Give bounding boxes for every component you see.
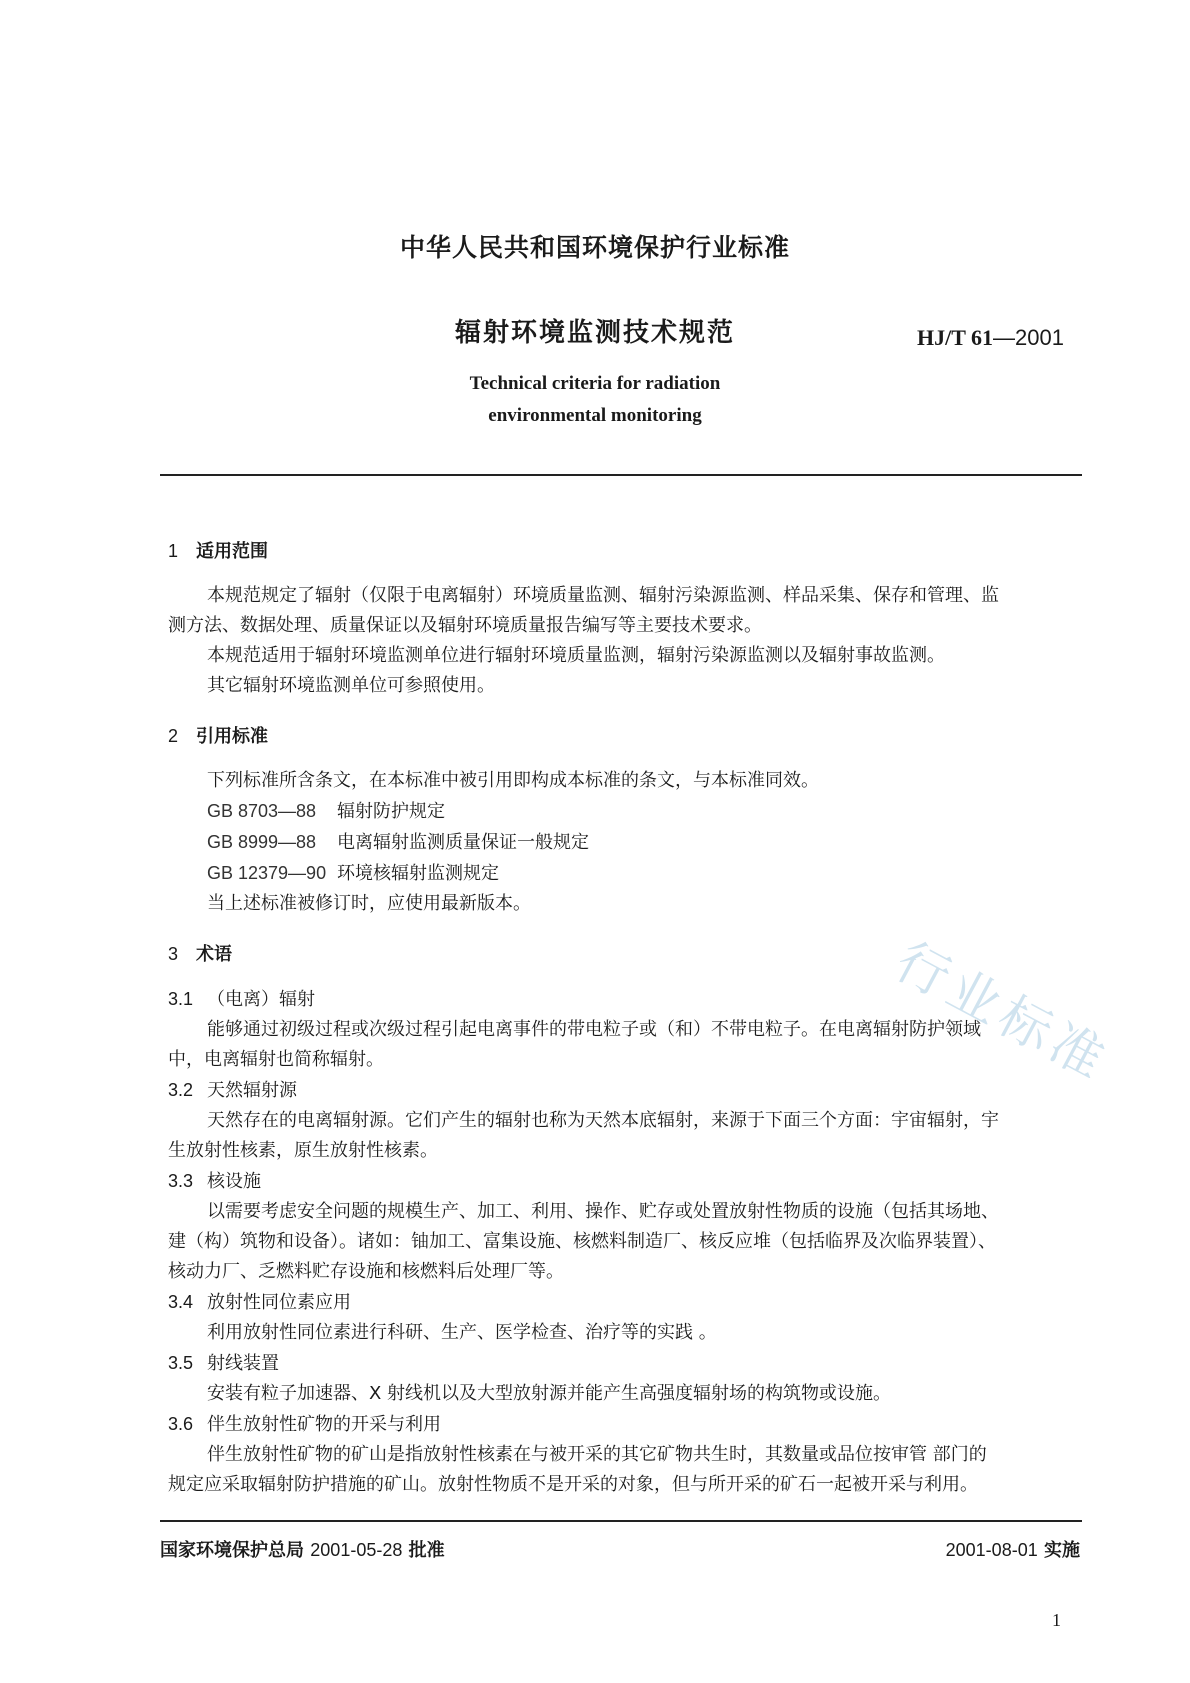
reference-item: [168, 796, 1080, 827]
section-number: 1: [168, 541, 179, 561]
term-number: 3.2: [168, 1080, 194, 1100]
code-prefix: HJ/T 61: [917, 325, 994, 350]
section-title: 适用范围: [196, 541, 268, 562]
page-number: 1: [1052, 1610, 1061, 1630]
section-1-heading: [168, 536, 1080, 567]
effective-label: 实施: [1044, 1540, 1080, 1561]
bottom-divider: [160, 1520, 1082, 1522]
effective-line: [946, 1536, 1080, 1562]
reference-name: 电离辐射监测质量保证一般规定: [337, 832, 589, 853]
term-heading: [168, 1075, 1080, 1106]
approve-label: 批准: [408, 1540, 445, 1561]
paragraph: 本规范规定了辐射（仅限于电离辐射）环境质量监测、辐射污染源监测、样品采集、保存和管理、监: [207, 585, 999, 606]
term-heading: [168, 1348, 1080, 1379]
paragraph: 其它辐射环境监测单位可参照使用。: [207, 675, 495, 696]
term-definition-continued: 中，电离辐射也简称辐射。: [168, 1049, 384, 1070]
term-heading: [168, 1166, 1080, 1197]
term-name: （电离）辐射: [207, 989, 315, 1010]
term-definition-continued: 规定应采取辐射防护措施的矿山。放射性物质不是开采的对象，但与所开采的矿石一起被开采与利用。: [168, 1474, 978, 1495]
term-definition-continued: 建（构）筑物和设备）。诸如：铀加工、富集设施、核燃料制造厂、核反应堆（包括临界及次临界装置）、: [168, 1231, 996, 1252]
section-number: 3: [168, 944, 179, 964]
document-title: 辐射环境监测技术规范: [454, 318, 735, 348]
term-number: 3.5: [168, 1353, 194, 1373]
term-definition: 能够通过初级过程或次级过程引起电离事件的带电粒子或（和）不带电粒子。在电离辐射防护领域: [207, 1019, 981, 1040]
document-code: [917, 325, 1064, 351]
term-definition-continued: 核动力厂、乏燃料贮存设施和核燃料后处理厂等。: [168, 1261, 564, 1282]
term-name: 射线装置: [207, 1353, 279, 1374]
english-title: [0, 368, 1190, 432]
paragraph: 下列标准所含条文，在本标准中被引用即构成本标准的条文，与本标准同效。: [207, 770, 819, 791]
term-number: 3.4: [168, 1292, 194, 1312]
term-number: 3.3: [168, 1171, 194, 1191]
reference-name: 辐射防护规定: [337, 801, 445, 822]
term-definition: 伴生放射性矿物的矿山是指放射性核素在与被开采的其它矿物共生时，其数量或品位按审管 部门的: [207, 1444, 987, 1465]
term-definition: 利用放射性同位素进行科研、生产、医学检查、治疗等的实践 。: [207, 1322, 717, 1343]
standard-title: 中华人民共和国环境保护行业标准: [399, 233, 790, 262]
approve-date: 2001-05-28: [310, 1540, 403, 1560]
document-body: [168, 536, 1080, 1500]
reference-item: [168, 858, 1080, 889]
code-year: —2001: [993, 325, 1064, 350]
reference-code: GB 8999—88: [207, 832, 317, 852]
paragraph: 本规范适用于辐射环境监测单位进行辐射环境质量监测，辐射污染源监测以及辐射事故监测。: [207, 645, 945, 666]
reference-item: [168, 827, 1080, 858]
term-name: 放射性同位素应用: [207, 1292, 351, 1313]
term-definition-continued: 生放射性核素，原生放射性核素。: [168, 1140, 438, 1161]
paragraph-continued: 测方法、数据处理、质量保证以及辐射环境质量报告编写等主要技术要求。: [168, 615, 762, 636]
effective-date: 2001-08-01: [945, 1540, 1038, 1560]
paragraph: 当上述标准被修订时，应使用最新版本。: [207, 893, 531, 914]
english-title-line2: environmental monitoring: [488, 405, 702, 426]
section-title: 引用标准: [196, 726, 268, 747]
approval-line: [160, 1536, 445, 1562]
term-name: 伴生放射性矿物的开采与利用: [207, 1414, 441, 1435]
term-definition: 安装有粒子加速器、X 射线机以及大型放射源并能产生高强度辐射场的构筑物或设施。: [207, 1383, 892, 1404]
watermark-text: 行业标准: [885, 931, 1119, 1094]
section-2-heading: [168, 721, 1080, 752]
issuer: 国家环境保护总局: [160, 1540, 304, 1561]
term-heading: [168, 1409, 1080, 1440]
term-heading: [168, 1287, 1080, 1318]
section-title: 术语: [196, 944, 232, 965]
term-number: 3.1: [168, 989, 194, 1009]
term-name: 天然辐射源: [207, 1080, 297, 1101]
term-definition: 天然存在的电离辐射源。它们产生的辐射也称为天然本底辐射，来源于下面三个方面：宇宙辐射，宇: [207, 1110, 999, 1131]
top-divider: [160, 474, 1082, 476]
term-number: 3.6: [168, 1414, 194, 1434]
term-name: 核设施: [207, 1171, 261, 1192]
reference-code: GB 12379—90: [207, 863, 327, 883]
section-number: 2: [168, 726, 179, 746]
term-definition: 以需要考虑安全问题的规模生产、加工、利用、操作、贮存或处置放射性物质的设施（包括其场地、: [207, 1201, 999, 1222]
reference-code: GB 8703—88: [207, 801, 317, 821]
reference-name: 环境核辐射监测规定: [337, 863, 499, 884]
english-title-line1: Technical criteria for radiation: [469, 373, 721, 394]
